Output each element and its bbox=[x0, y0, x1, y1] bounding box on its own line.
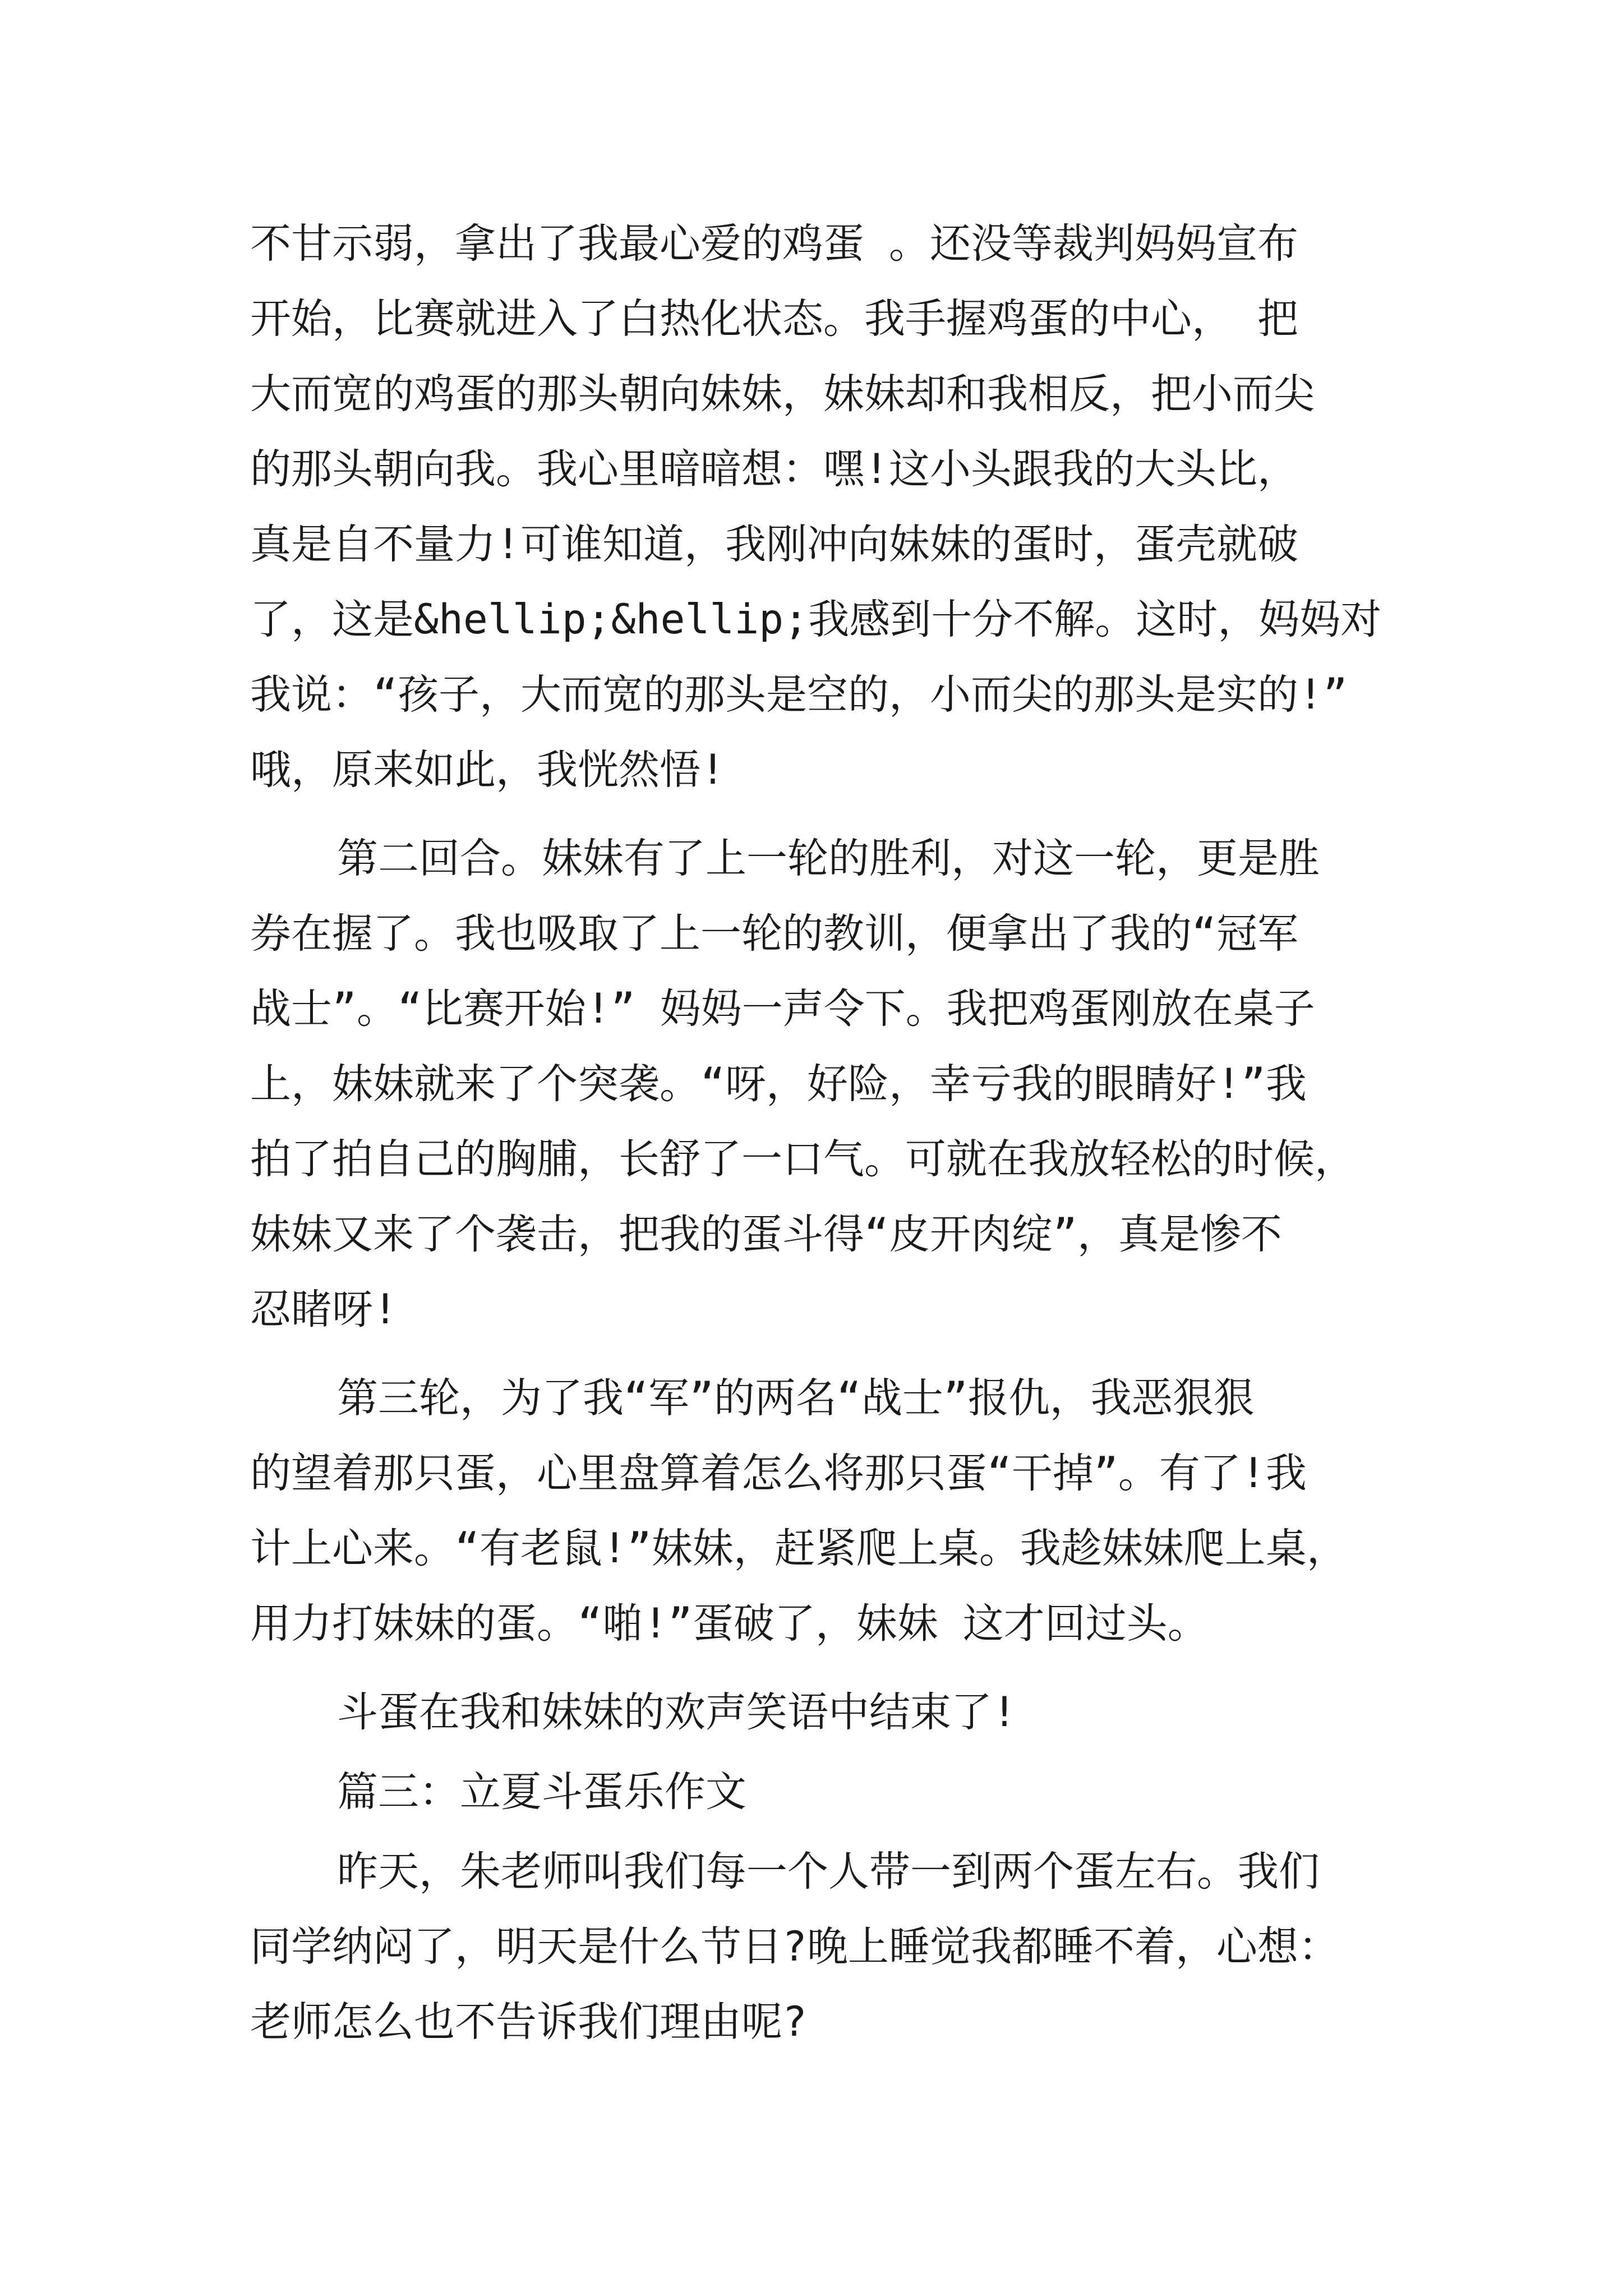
text-line: 大而宽的鸡蛋的那头朝向妹妹，妹妹却和我相反，把小而尖 bbox=[250, 370, 1315, 418]
section-title bbox=[250, 1755, 1428, 1830]
text-line: 券在握了。我也吸取了上一轮的教训，便拿出了我的“冠军 bbox=[250, 910, 1298, 958]
text-line: 第二回合。妹妹有了上一轮的胜利，对这一轮，更是胜 bbox=[337, 835, 1320, 882]
text-line: 我说：“孩子，大而宽的那头是空的，小而尖的那头是实的!” bbox=[250, 671, 1348, 719]
text-line: 第三轮，为了我“军”的两名“战士”报仇，我恶狠狠 bbox=[337, 1374, 1255, 1422]
text-line: 上，妹妹就来了个突袭。“呀，好险，幸亏我的眼睛好!”我 bbox=[250, 1060, 1307, 1108]
text-line: 不甘示弱，拿出了我最心爱的鸡蛋 。还没等裁判妈妈宣布 bbox=[250, 220, 1298, 268]
text-line: 计上心来。“有老鼠!”妹妹，赶紧爬上桌。我趁妹妹爬上桌， bbox=[250, 1525, 1348, 1572]
text-line: 真是自不量力!可谁知道，我刚冲向妹妹的蛋时，蛋壳就破 bbox=[250, 521, 1298, 568]
text-line: 老师怎么也不告诉我们理由呢? bbox=[250, 1998, 807, 2046]
text-line: 妹妹又来了个袭击，把我的蛋斗得“皮开肉绽”，真是惨不 bbox=[250, 1211, 1282, 1258]
text-line: 用力打妹妹的蛋。“啪!”蛋破了，妹妹 这才回过头。 bbox=[250, 1600, 1209, 1648]
text-line: 战士”。“比赛开始!” 妈妈一声令下。我把鸡蛋刚放在桌子 bbox=[250, 985, 1315, 1033]
text-line: 哦，原来如此，我恍然悟! bbox=[250, 746, 725, 794]
document-body bbox=[250, 206, 1428, 2060]
paragraph-1 bbox=[250, 206, 1428, 808]
text-line: 昨天，朱老师叫我们每一个人带一到两个蛋左右。我们 bbox=[337, 1848, 1320, 1895]
paragraph-3 bbox=[250, 1361, 1428, 1662]
text-line: 的望着那只蛋，心里盘算着怎么将那只蛋“干掉”。有了!我 bbox=[250, 1450, 1307, 1497]
text-line: 斗蛋在我和妹妹的欢声笑语中结束了! bbox=[337, 1688, 1017, 1736]
paragraph-4 bbox=[250, 1675, 1428, 1750]
text-line: 了，这是&hellip;&hellip;我感到十分不解。这时，妈妈对 bbox=[250, 596, 1382, 643]
text-line: 开始，比赛就进入了白热化状态。我手握鸡蛋的中心， 把 bbox=[250, 295, 1298, 343]
text-line: 忍睹呀! bbox=[250, 1286, 398, 1333]
paragraph-5 bbox=[250, 1834, 1428, 2060]
text-line: 拍了拍自己的胸脯，长舒了一口气。可就在我放轻松的时候， bbox=[250, 1135, 1355, 1183]
text-line: 同学纳闷了，明天是什么节日?晚上睡觉我都睡不着，心想： bbox=[250, 1923, 1339, 1971]
paragraph-2 bbox=[250, 821, 1428, 1347]
section-heading: 篇三：立夏斗蛋乐作文 bbox=[337, 1768, 746, 1816]
text-line: 的那头朝向我。我心里暗暗想：嘿!这小头跟我的大头比， bbox=[250, 445, 1298, 493]
